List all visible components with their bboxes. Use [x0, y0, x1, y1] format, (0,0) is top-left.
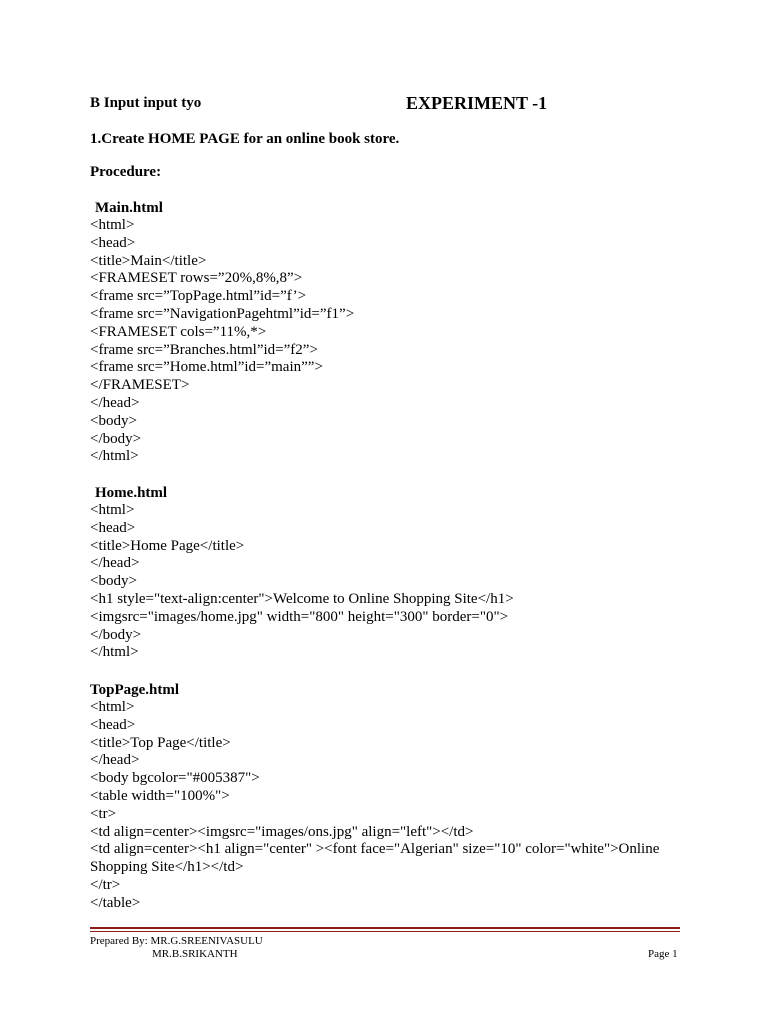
section-title: Main.html	[95, 200, 163, 216]
code-line: </head>	[90, 752, 140, 769]
experiment-title: EXPERIMENT -1	[406, 93, 548, 113]
task-statement: 1.Create HOME PAGE for an online book store.	[90, 131, 400, 147]
footer-second-name: MR.B.SRIKANTH	[152, 948, 238, 960]
code-line: <title>Main</title>	[90, 252, 207, 269]
header-left-text: B Input input tyo	[90, 95, 202, 111]
code-line: <body bgcolor="#005387">	[90, 770, 260, 787]
code-line: <title>Home Page</title>	[90, 537, 245, 554]
code-line: </head>	[90, 394, 140, 411]
code-line: <title>Top Page</title>	[90, 734, 231, 751]
code-line: <frame src=”Branches.html”id=”f2”>	[90, 341, 318, 358]
code-line: </body>	[90, 626, 142, 643]
procedure-label: Procedure:	[90, 164, 162, 180]
code-line: </table>	[90, 894, 141, 911]
code-line: <html>	[90, 217, 135, 233]
code-line: <head>	[90, 716, 136, 733]
code-line: <head>	[90, 234, 136, 251]
footer-page-number: Page 1	[648, 948, 678, 960]
code-line: <frame src=”TopPage.html”id=”f’>	[90, 288, 307, 305]
footer-rule-thin	[90, 931, 680, 932]
section-toppage-html	[90, 681, 700, 913]
code-line: </html>	[90, 644, 139, 661]
code-line: <h1 style="text-align:center">Welcome to Online Shopping Site</h1>	[90, 590, 514, 607]
section-home-html	[90, 484, 700, 662]
code-line: </body>	[90, 430, 142, 447]
code-line: <body>	[90, 573, 137, 590]
code-line: </FRAMESET>	[90, 377, 190, 394]
code-line-wrapped: <td align=center><h1 align="center" ><font face="Algerian" size="10" color="white">Online Shopping Site</h1></td>	[90, 841, 660, 876]
footer-rule-thick	[90, 927, 680, 929]
code-line: <head>	[90, 519, 136, 536]
code-line: </head>	[90, 555, 140, 572]
section-title: TopPage.html	[90, 682, 180, 698]
code-line: </tr>	[90, 876, 121, 893]
code-line: <FRAMESET cols=”11%,*>	[90, 323, 267, 340]
code-line: <tr>	[90, 805, 117, 822]
code-line: <frame src=”Home.html”id=”main””>	[90, 359, 323, 376]
section-title: Home.html	[95, 485, 168, 501]
code-line: <FRAMESET rows=”20%,8%,8”>	[90, 270, 303, 287]
code-line: <imgsrc="images/home.jpg" width="800" height="300" border="0">	[90, 608, 509, 625]
code-line: <td align=center><imgsrc="images/ons.jpg" align="left"></td>	[90, 823, 474, 840]
code-line: <frame src=”NavigationPagehtml”id=”f1”>	[90, 305, 355, 322]
section-main-html	[90, 199, 700, 466]
code-line: <html>	[90, 699, 135, 715]
footer-prepared-by: Prepared By: MR.G.SREENIVASULU	[90, 935, 263, 947]
code-line: <html>	[90, 502, 135, 518]
code-line: </html>	[90, 448, 139, 465]
code-line: <body>	[90, 412, 137, 429]
code-line: <table width="100%">	[90, 787, 230, 804]
